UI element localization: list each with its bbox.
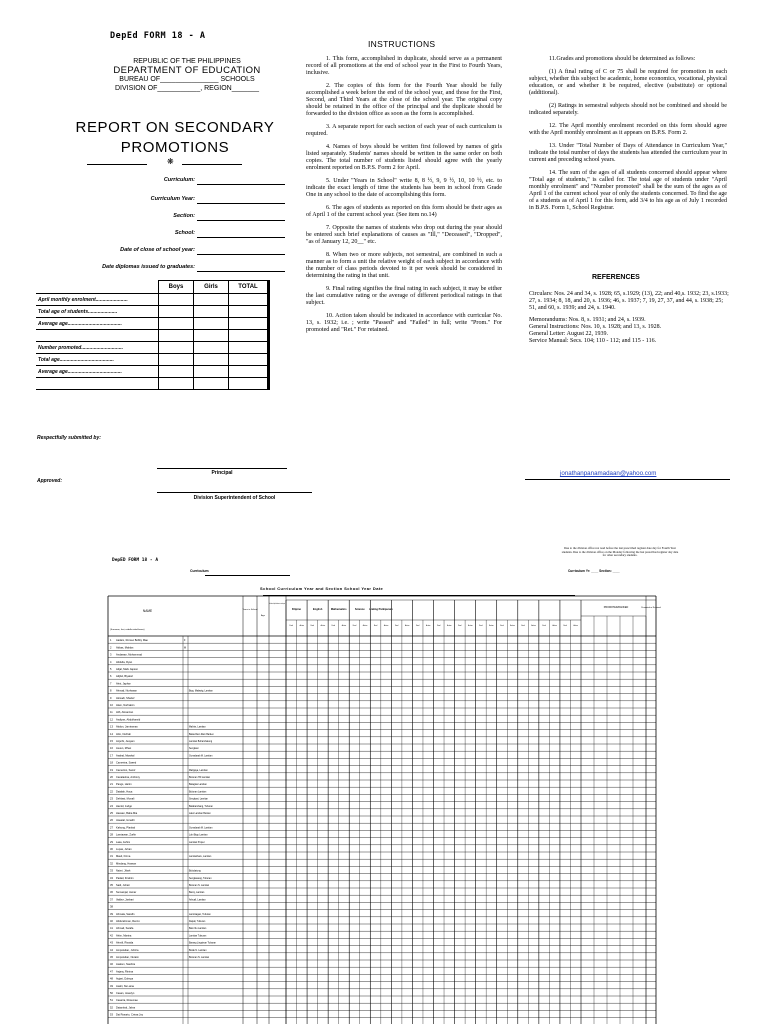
student-name: Andawan, Mohammad: [116, 653, 142, 657]
student-name: Mauli, Firma: [116, 855, 131, 859]
student-name: Sumamjal, Jamar: [116, 891, 137, 895]
subject-subheader: Final: [373, 626, 378, 627]
field-school[interactable]: School:: [40, 228, 285, 239]
instruction-item: 7. Opposite the names of students who drop out during the year should be entered such brief explanations of causes as "Ill," "Deceased", "Dropped", "as of January 12, 20__" etc.: [306, 225, 502, 245]
subject-subheader: Action: [447, 626, 452, 627]
student-name: Naimi, Jibah: [116, 869, 131, 873]
subject-subheader: Action: [552, 626, 557, 627]
subject-header: Science: [354, 608, 365, 611]
divider: [525, 479, 730, 480]
row-number: 20: [110, 776, 113, 779]
field-section[interactable]: Section:: [40, 211, 285, 222]
student-name: Lupas, Juhan: [116, 848, 132, 851]
student-address: Lamitanbaru, Lamitan: [189, 856, 212, 859]
instructions-column-1: [306, 56, 502, 340]
student-name: Asahi, Nur-aina: [116, 984, 134, 988]
row-number: 51: [110, 999, 113, 1003]
field-curriculum-year[interactable]: Curriculum Year:: [40, 194, 285, 205]
student-name: Alam, Nurhakim: [116, 704, 135, 707]
row-number: 38: [110, 905, 113, 909]
table-row: Total age.......................................: [36, 354, 269, 366]
student-name: Dai Rosario, Crissa Joy: [116, 1013, 144, 1017]
superintendent-signature-line[interactable]: [157, 492, 312, 493]
row-number: 25: [110, 812, 113, 815]
col-total: TOTAL: [229, 281, 269, 294]
row-number: 32: [110, 862, 113, 866]
row-number: 21: [110, 783, 113, 787]
table-row: Average age.......................................: [36, 366, 269, 378]
row-number: 19: [110, 768, 113, 772]
row-number: 16: [110, 747, 113, 751]
instruction-item: 13. Under "Total Number of Days of Attendance in Curriculum Year," indicate the total number of days the students has attended the curriculum year in current and preceding school years.: [529, 143, 727, 163]
subject-header: English: [312, 608, 323, 611]
subject-subheader: Action: [468, 626, 473, 627]
student-name: Casarra, Rosemae: [116, 999, 138, 1003]
student-name: Said, Juhari: [116, 884, 130, 887]
row-number: 29: [110, 840, 113, 844]
student-address: Bulunan Lamitan: [189, 791, 207, 794]
row-number: 48: [110, 977, 113, 981]
row-number: 2: [110, 646, 112, 650]
subject-subheader: Final: [479, 626, 483, 627]
row-number: 52: [110, 1006, 113, 1010]
student-name: Asdiyan, Abdulhamid: [116, 718, 141, 722]
subject-subheader: Final: [310, 626, 315, 627]
subject-subheader: Final: [563, 626, 567, 627]
student-address: Sengkasi: [189, 748, 199, 751]
student-address: Bulak N. Lamitan: [189, 949, 207, 952]
row-number: 23: [110, 797, 113, 801]
subject-subheader: Action: [341, 626, 347, 627]
department-line: DEPARTMENT OF EDUCATION: [113, 65, 261, 76]
instruction-item: 8. When two or more subjects, not semestral, are combined in such a manner as to form a unit the relative weight of each subject in accordance with the number of class periods devoted to it per week should be considered in determining the rating in that unit.: [306, 252, 502, 279]
reference-item: General Instructions: Nos. 10, s. 1928; and 13, s. 1928.: [529, 324, 662, 330]
row-number: 43: [110, 941, 113, 945]
subject-subheader: Final: [289, 626, 294, 627]
student-address: Gumalarab M. Lamitan: [189, 755, 213, 758]
student-name: Hamid, Judgo: [116, 804, 133, 808]
student-name: Adjilul, Biyatori: [116, 675, 134, 679]
row-number: 18: [110, 761, 113, 765]
row-number: 42: [110, 934, 113, 938]
instruction-item: (1) A final rating of C or 75 shall be required for promotion in each subject, whether this subject be academic, home economics, vocational, physical education, or and whether it be required, elective (substitute) or optional (additional).: [529, 69, 727, 96]
promotions-grid: [108, 596, 661, 1024]
instructions-title: INSTRUCTIONS: [368, 39, 436, 49]
student-name: Abdon, Jamiramas: [116, 725, 138, 729]
student-sex: M: [184, 646, 186, 650]
row-number: 34: [110, 876, 113, 880]
row-number: 41: [110, 927, 113, 931]
enrollment-header-row: [36, 281, 269, 294]
student-name: Ayjasi, Duhsya: [116, 977, 134, 981]
row-number: 45: [110, 956, 113, 959]
instruction-item: 5. Under "Years in School" write 8, 8 ½, 9, 9 ½, 10, 10 ½, etc. to indicate the exact length of time the students has been in school from Grade One in any school to the date of accomplishing this form.: [306, 178, 502, 198]
subject-header: Filipino: [291, 608, 302, 611]
row-number: 27: [110, 826, 113, 830]
row-number: 14: [110, 732, 113, 736]
student-name: Adjal, Mark Japson: [116, 668, 139, 671]
student-address: Bulunan Hill Lamitan: [189, 777, 211, 779]
table-row: Total age of students.....................: [36, 306, 269, 318]
table-row: Number promoted..............................: [36, 342, 269, 354]
row-number: 28: [110, 833, 113, 837]
field-curriculum[interactable]: Curriculum:: [40, 175, 285, 186]
row-number: 35: [110, 884, 113, 887]
table-row: April monthly enrolment.......................: [36, 294, 269, 306]
reference-item: General Letter: August 22, 1939.: [529, 331, 608, 337]
student-name: Ahmad, Nurhasan: [116, 689, 137, 693]
col-years-header: Years in School: [242, 609, 258, 611]
instruction-item: 10. Action taken should be indicated in accordance with curricular No. 13, s. 1932; i.e. ; write "Passed" and "Failed" in full; write "Prom." For promoted and "Ret." For retained.: [306, 313, 502, 333]
student-address: Bulunan N. Lamitan: [189, 885, 210, 887]
instructions-column-2: [529, 56, 727, 218]
form2-note: Due to the division office not read before the last prescribed register date day for Fourth Year students. Due to the division office on the Monday following the last prescribed register day date for other secondary students.: [561, 546, 679, 558]
republic-line: REPUBLIC OF THE PHILIPPINES: [133, 58, 241, 65]
student-name: Ahmili, Rizaida: [116, 941, 134, 945]
instruction-item: 6. The ages of students as reported on this form should be their ages as of April 1 of the current school year. (See item no.14): [306, 205, 502, 218]
row-number: 3: [110, 653, 112, 657]
reference-item: Service Manual: Secs. 104; 110 - 112; and 115 - 116.: [529, 338, 657, 344]
instruction-item: 12. The April monthly enrolment recorded on this form should agree with the April monthly enrolment as it appears on B.P.S. Form 2.: [529, 123, 727, 136]
references-title: REFERENCES: [592, 274, 640, 281]
respectfully-label: Respectfully submitted by:: [37, 435, 101, 441]
form2-school-label: School Curriculum Year and Section School Year Date: [260, 586, 384, 591]
row-number: 53: [110, 1013, 113, 1017]
student-name: Ahmad, Sarafa: [116, 927, 134, 931]
report-title: [55, 118, 295, 158]
principal-label: Principal: [211, 470, 233, 476]
instruction-item: 4. Names of boys should be written first followed by names of girls listed separately. Students' names should be written in the same order on both copies. The total number of students listed should agree with the yearly enrolment reported on B.P.S. Form 2 for April.: [306, 144, 502, 171]
col-girls: Girls: [194, 281, 229, 294]
student-name: Ampuludan, Juhirra: [116, 948, 139, 952]
reference-item: Memorandums: Nos. 8, s. 1931; and 24, s. 1939.: [529, 317, 646, 323]
row-number: 9: [110, 696, 112, 700]
student-name: Kahong, Planbal: [116, 826, 136, 830]
student-name: Alim, Nurhali: [116, 732, 131, 736]
title-ornament: [87, 157, 257, 168]
student-name: Akmadi, Sharief: [116, 696, 135, 700]
subject-header: Araling Panlipunan: [369, 608, 393, 611]
student-name: Mindang, Hassan: [116, 862, 137, 866]
student-name: Casan, Jewelyn: [116, 992, 135, 995]
subject-subheader: Action: [383, 626, 389, 627]
enrollment-table: [36, 280, 270, 390]
instruction-item: 2. The copies of this form for the Fourth Year should be fully accomplished a week before the end of the school year, and those for the First, Second, and Third Years at the close of the school year. The original copy should be retained in the office of the principal and the duplicate should be forwarded to the division office as soon as the form is accomplished.: [306, 83, 502, 117]
subject-subheader: Action: [531, 626, 536, 627]
student-name: Asalom, Nashira: [116, 963, 136, 967]
subject-header: Mathematics: [330, 608, 347, 611]
references-list: [529, 291, 729, 350]
agency-header: [82, 57, 292, 93]
subject-subheader: Final: [437, 626, 441, 627]
row-number: 10: [110, 704, 113, 707]
row-number: 33: [110, 869, 113, 873]
ornament-icon: ❋: [167, 157, 174, 166]
student-name: Dehlawi, Munali: [116, 797, 135, 801]
col-name-subheader: (Surname, first, middle-initial/name): [110, 629, 145, 631]
col-boys: Boys: [159, 281, 194, 294]
instruction-item: 3. A separate report for each section of each year of each curriculum is required.: [306, 124, 502, 137]
col-action-header: Promoted or Retained: [641, 607, 661, 609]
subject-subheader: Final: [500, 626, 504, 627]
row-number: 5: [110, 668, 112, 671]
row-number: 31: [110, 855, 113, 859]
instruction-item: 1. This form, accomplished in duplicate, should serve as a permanent record of all promotions at the end of school year in the First to Fourth Years, inclusive.: [306, 56, 502, 76]
subject-subheader: Final: [415, 626, 420, 627]
table-row: [36, 330, 269, 342]
student-name: Datalak, Hoya: [116, 790, 133, 794]
row-number: 17: [110, 754, 113, 758]
row-number: 8: [110, 689, 112, 693]
row-number: 22: [110, 790, 113, 794]
student-address: Bulunan N. Lamitan: [189, 957, 210, 959]
student-name: Asuun, Mhac: [116, 747, 132, 751]
student-address: Balas Ram Ram Barden: [189, 733, 214, 736]
subject-subheader: Action: [489, 626, 494, 627]
col-age-header: Age: [261, 615, 265, 617]
student-name: Ampuludan, Nuraim: [116, 956, 139, 959]
student-name: Abbas, Mahlan: [116, 646, 134, 650]
student-name: Ahim, Marina: [116, 934, 132, 938]
student-address: Sengkasang, Tuburan: [189, 877, 212, 880]
row-number: 50: [110, 992, 113, 995]
instruction-item: (2) Ratings in semestral subjects should not be combined and should be indicated separately.: [529, 103, 727, 116]
student-address: Balo Ibu Lamitan: [189, 928, 207, 931]
row-number: 44: [110, 948, 113, 952]
subject-subheader: Action: [320, 626, 326, 627]
row-number: 49: [110, 984, 113, 988]
student-address: Lobi Brgy Lamitan: [189, 834, 208, 837]
reference-item: Circulars: Nos. 24 and 34, s. 1928; 65, s.1929; (13), 22; and 40,s. 1932; 23, s.1933; 27, s. 1934; 8, 18, and 20, s. 1936; 46, s. 1937; 7, 19, 27, 37, and 44, s. 1938; 25; 51, and 60, s. 1939; and 24, s. 1940.: [529, 291, 729, 311]
col-days-header: Total number of days of attendance in curriculum year: [269, 603, 312, 605]
subject-subheader: Action: [510, 626, 515, 627]
form2-code: DepED FORM 18 - A: [112, 558, 159, 563]
subject-subheader: Action: [362, 626, 368, 627]
col-promoted-header: PROMOTED/RANKED: [603, 606, 629, 609]
row-number: 11: [110, 711, 113, 715]
row-number: 15: [110, 740, 113, 743]
student-address: Barang Linguisan Tuburan: [189, 942, 216, 945]
student-name: Anjurbi, Juayam: [116, 740, 135, 743]
student-sex: F: [184, 639, 186, 643]
subject-subheader: Final: [394, 626, 399, 627]
student-address: Dapali, Tuburan: [189, 921, 206, 923]
principal-signature-line[interactable]: [157, 468, 287, 469]
student-name: Lasa, Ashim: [116, 840, 131, 844]
subject-subheader: Final: [331, 626, 336, 627]
row-number: 47: [110, 970, 113, 974]
row-number: 26: [110, 819, 113, 823]
student-name: Datambal, Jahra: [116, 1006, 136, 1010]
student-name: Pangs, Harim: [116, 783, 132, 787]
student-name: Jawatal, Ismathi: [116, 819, 135, 823]
row-number: 39: [110, 912, 113, 916]
instruction-item: 14. The sum of the ages of all students concerned should appear where "Total age of students," is called for. The total age of students under "April monthly enrolment" and "Number promoted" shall be the sum of the ages as of April 1 of the current school year of only the students concerned. To find the age of a students as of April 1 for this form, add 3/4 to his age as of July 1 recorded in B.P.S. Form 1, School Registrar.: [529, 170, 727, 211]
student-name: Ahmala, Sarafin: [116, 912, 135, 916]
row-number: 46: [110, 963, 113, 967]
subject-subheader: Final: [352, 626, 357, 627]
form2-curriculum-label: Curriculum: [190, 569, 209, 573]
subject-subheader: Final: [521, 626, 525, 627]
subject-subheader: Action: [299, 626, 305, 627]
student-address: Brgy. Malawig, Lamitan: [189, 690, 213, 693]
student-name: Asahal, Mwahal: [116, 754, 135, 758]
row-number: 1: [110, 639, 112, 643]
student-name: Valdez, Janhari: [116, 898, 134, 902]
col-name-header: NAME: [142, 609, 153, 613]
form2-section-label: Curriculum Yr: ____ Section: ____: [568, 569, 620, 573]
row-number: 40: [110, 920, 113, 923]
table-row: [36, 378, 269, 390]
student-name: Hassan, Baba Mia: [116, 812, 138, 815]
student-name: Camerino, Samir: [116, 768, 136, 772]
student-address: Malinis, Lamitan: [189, 726, 206, 729]
student-address: Lako Lamitan Barden: [189, 813, 211, 815]
student-address: Lamitan Bohambatung: [189, 741, 213, 743]
student-address: Lamintagan, Tuburan: [189, 913, 211, 916]
student-address: Balagtas Lamitan: [189, 784, 207, 787]
student-address: Buludatung: [189, 870, 201, 873]
row-number: 12: [110, 718, 113, 722]
student-name: Abdulla, Ryan: [116, 660, 133, 664]
student-address: Arbuali, Lamitan: [189, 899, 206, 902]
subject-subheader: Action: [573, 626, 578, 627]
superintendent-label: Division Superintendent of School: [193, 495, 276, 501]
student-address: Lamitan Tuburan: [189, 935, 207, 938]
row-number: 6: [110, 675, 112, 679]
table-row: Average age.......................................: [36, 318, 269, 330]
instruction-item: 11.Grades and promotions should be determined as follows:: [549, 56, 696, 62]
student-address: Gumalarab M. Lamitan: [189, 827, 213, 830]
row-number: 24: [110, 804, 113, 808]
student-name: Canalaolna, Anthony: [116, 776, 140, 779]
student-name: Alih, Almanzan: [116, 711, 134, 715]
form-code: DepEd FORM 18 - A: [110, 31, 206, 41]
student-address: Lamitan Proper: [189, 841, 205, 844]
bureau-line: BUREAU OF_______________ SCHOOLS: [119, 76, 255, 83]
student-name: Aadam, Romeo Bobby Mae: [116, 639, 148, 643]
field-date-diplomas[interactable]: Date diplomas issued to graduates:: [40, 262, 285, 273]
student-name: Lamtawan, Zurfin: [116, 833, 137, 837]
row-number: 7: [110, 682, 112, 686]
row-number: 37: [110, 898, 113, 902]
instruction-item: 9. Final rating signifies the final rating in each subject, it may be either the last cumulative rating or the average of different periodical ratings in that subject.: [306, 286, 502, 306]
email-link[interactable]: jonathanpanamadaan@yahoo.com: [560, 470, 657, 477]
subject-subheader: Final: [458, 626, 462, 627]
student-name: Padad, Ibrahim: [116, 876, 134, 880]
row-number: 13: [110, 725, 113, 729]
subject-subheader: Final: [542, 626, 546, 627]
student-address: Balabambang, Tuburan: [189, 805, 213, 808]
report-title-line2: PROMOTIONS: [120, 139, 230, 156]
row-number: 30: [110, 848, 113, 851]
student-address: Maligaya, Lamitan: [189, 769, 208, 772]
student-name: Camerina, Saeed: [116, 761, 137, 765]
report-title-line1: REPORT ON SECONDARY: [75, 119, 275, 136]
form2-curriculum-field[interactable]: [205, 575, 290, 576]
subject-subheader: Action: [404, 626, 410, 627]
student-address: Sengkasi, Lamitan: [189, 798, 208, 801]
row-number: 36: [110, 891, 113, 895]
subject-subheader: Action: [426, 626, 431, 627]
approved-label: Approved:: [37, 478, 62, 484]
student-name: Abdurahman, Renzo: [116, 920, 140, 923]
student-name: Asjany, Rimina: [116, 970, 134, 974]
row-number: 4: [110, 660, 112, 664]
student-name: Ahni, Japhar: [116, 682, 131, 686]
field-date-close[interactable]: Date of close of school year:: [40, 245, 285, 256]
division-line: DIVISION OF___________, REGION_______: [115, 85, 259, 92]
student-address: Baroy, Lamitan: [189, 892, 205, 895]
